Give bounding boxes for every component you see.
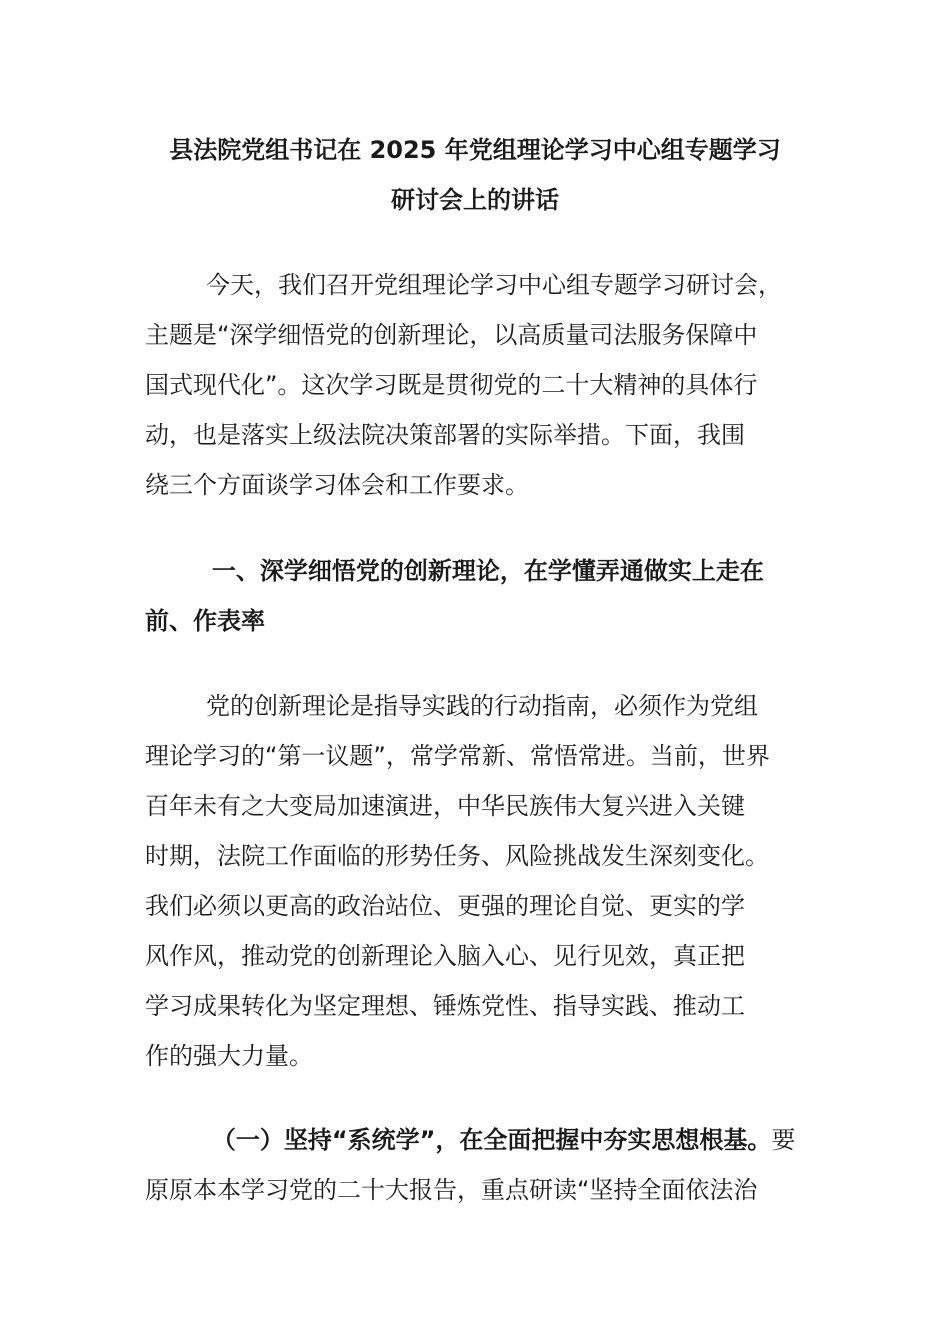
section-1-paragraph-line-8: 作的强大力量。 bbox=[145, 1042, 313, 1070]
intro-line-3: 国式现代化”。这次学习既是贯彻党的二十大精神的具体行 bbox=[145, 371, 758, 399]
intro-line-4: 动，也是落实上级法院决策部署的实际举措。下面，我围 bbox=[145, 421, 745, 449]
document-title-line-2: 研讨会上的讲话 bbox=[391, 186, 559, 214]
section-1-paragraph-line-6: 风作风，推动党的创新理论入脑入心、见行见效，真正把 bbox=[145, 942, 745, 970]
section-1-paragraph-line-1: 党的创新理论是指导实践的行动指南，必须作为党组 bbox=[145, 692, 759, 720]
intro-line-5: 绕三个方面谈学习体会和工作要求。 bbox=[145, 471, 529, 499]
subsection-1-lead: 要 bbox=[771, 1126, 796, 1154]
section-1-paragraph-line-3: 百年未有之大变局加速演进，中华民族伟大复兴进入关键 bbox=[145, 792, 745, 820]
intro-line-1: 今天，我们召开党组理论学习中心组专题学习研讨会， bbox=[145, 271, 783, 299]
section-1-paragraph-line-2: 理论学习的“第一议题”，常学常新、常悟常进。当前，世界 bbox=[145, 742, 770, 770]
section-1-paragraph-line-7: 学习成果转化为坚定理想、锤炼党性、指导实践、推动工 bbox=[145, 992, 745, 1020]
subsection-1-line-1 bbox=[145, 1115, 815, 1165]
document-title-line-1: 县法院党组书记在 2025 年党组理论学习中心组专题学习 bbox=[169, 136, 781, 164]
intro-line-2: 主题是“深学细悟党的创新理论，以高质量司法服务保障中 bbox=[145, 321, 758, 349]
section-1-heading-line-2: 前、作表率 bbox=[145, 607, 265, 635]
section-1-heading-line-1: 一、深学细悟党的创新理论，在学懂弄通做实上走在 bbox=[145, 557, 764, 585]
subsection-1-line-2: 原原本本学习党的二十大报告，重点研读“坚持全面依法治 bbox=[145, 1176, 758, 1204]
section-1-paragraph-line-5: 我们必须以更高的政治站位、更强的理论自觉、更实的学 bbox=[145, 892, 745, 920]
section-1-paragraph-line-4: 时期，法院工作面临的形势任务、风险挑战发生深刻变化。 bbox=[145, 842, 769, 870]
subsection-1-heading: （一）坚持“系统学”，在全面把握中夯实思想根基。 bbox=[145, 1126, 772, 1154]
